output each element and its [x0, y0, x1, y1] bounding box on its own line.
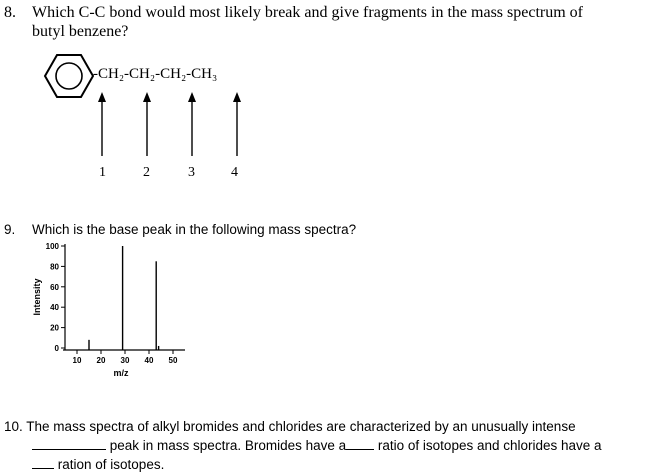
q8-text-line2: butyl benzene? — [32, 23, 129, 40]
q10-blank-chloride-ratio[interactable] — [32, 456, 54, 469]
q10-blank-bromide-ratio[interactable] — [346, 437, 374, 450]
bond-label-1: 1 — [99, 165, 106, 180]
bond-label-4: 4 — [231, 165, 238, 180]
x-tick-label: 20 — [96, 356, 106, 365]
y-tick-label: 60 — [50, 282, 59, 292]
x-axis-label: m/z — [113, 368, 129, 378]
bond-label-3: 3 — [188, 165, 195, 180]
x-tick-label: 30 — [120, 356, 130, 365]
butyl-chain-label: -CH₂-CH₂-CH₂-CH₃ — [93, 66, 218, 82]
y-tick-label: 40 — [50, 303, 59, 313]
q10-text-line2 — [32, 437, 602, 454]
q10-text-line3 — [32, 456, 164, 473]
q10-line1: The mass spectra of alkyl bromides and chlorides are characterized by an unusually intense — [26, 419, 576, 434]
q10-text-line1 — [4, 418, 576, 435]
q10-line2-b: ratio of isotopes and chlorides have a — [377, 438, 602, 453]
q10-blank-peak[interactable] — [32, 437, 106, 450]
y-tick-label: 80 — [50, 262, 59, 272]
q8-text-line1: Which C-C bond would most likely break and give fragments in the mass spectrum of — [32, 4, 583, 21]
q10-line3: ration of isotopes. — [57, 457, 165, 472]
y-tick-label: 0 — [54, 344, 59, 353]
x-tick-label: 50 — [168, 356, 178, 365]
y-tick-label: 20 — [50, 323, 59, 333]
y-axis-label: Intensity — [32, 278, 42, 316]
bond-arrows — [90, 92, 260, 158]
bond-label-2: 2 — [143, 165, 150, 180]
x-tick-label: 10 — [72, 356, 82, 365]
mass-spectrum-chart — [0, 238, 260, 398]
q10-number: 10. — [4, 419, 23, 434]
y-tick-label: 100 — [45, 242, 59, 251]
q9-number: 9. — [4, 222, 16, 237]
q9-text: Which is the base peak in the following mass spectra? — [32, 222, 357, 237]
q10-line2-a: peak in mass spectra. Bromides have a — [109, 438, 347, 453]
x-tick-label: 40 — [144, 356, 154, 365]
q8-number: 8. — [4, 4, 16, 21]
